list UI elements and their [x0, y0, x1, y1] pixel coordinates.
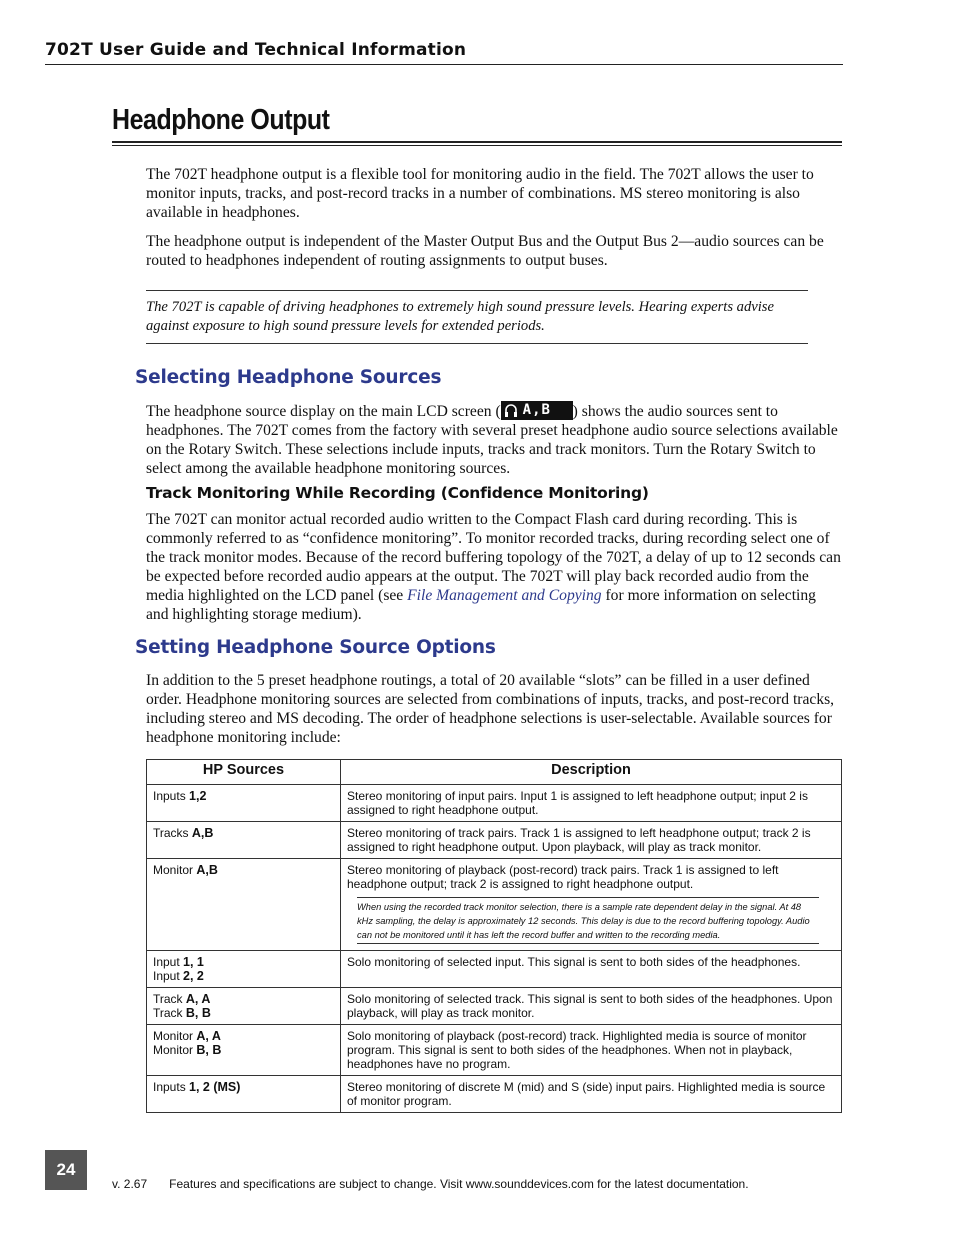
table-row — [147, 859, 842, 951]
paragraph-text: for more information on selecting and highlighting storage medium). — [146, 587, 816, 623]
hp-source-channels: 1,2 — [189, 789, 207, 803]
hp-source-line — [153, 1080, 334, 1094]
hp-source-label: Input — [153, 955, 184, 969]
description-text: Stereo monitoring of playback (post-record) track pairs. Track 1 is assigned to left headphone output; track 2 is assigned to right headphone output. — [347, 863, 779, 891]
hp-source-channels: 1, 2 (MS) — [189, 1080, 241, 1094]
footer-text: Features and specifications are subject to change. Visit www.sounddevices.com for the latest documentation. — [169, 1177, 749, 1191]
warning-note: The 702T is capable of driving headphones to extremely high sound pressure levels. Hearing experts advise against exposure to high sound pressure levels for extended periods. — [146, 299, 774, 334]
hp-source-cell — [147, 859, 341, 951]
table-row — [147, 822, 842, 859]
description-cell — [341, 988, 842, 1025]
footer-version: v. 2.67 — [112, 1177, 148, 1191]
hp-source-line — [153, 969, 334, 983]
hp-source-line — [153, 826, 334, 840]
description-text: Stereo monitoring of input pairs. Input 1 is assigned to left headphone output; input 2 is assigned to right headphone output. — [347, 789, 808, 817]
hp-source-label: Tracks — [153, 826, 192, 840]
intro-paragraph-1: The 702T headphone output is a flexible tool for monitoring audio in the field. The 702T allows the user to monitor inputs, tracks, and post-record tracks in a number of combinations. MS stereo monitoring is also available in headphones. — [146, 166, 814, 221]
subheading-confidence-monitoring: Track Monitoring While Recording (Confidence Monitoring) — [146, 484, 649, 502]
hp-source-cell — [147, 988, 341, 1025]
hp-source-channels: A, A — [196, 1029, 221, 1043]
hp-source-line — [153, 789, 334, 803]
hp-source-line — [153, 992, 334, 1006]
description-cell — [341, 785, 842, 822]
table-row — [147, 951, 842, 988]
table-row — [147, 988, 842, 1025]
page-number: 24 — [45, 1150, 87, 1190]
hp-sources-table — [146, 759, 842, 1113]
header-rule — [45, 64, 843, 65]
hp-source-cell — [147, 1076, 341, 1113]
hp-source-channels: A,B — [196, 863, 218, 877]
table-row — [147, 1076, 842, 1113]
file-management-link[interactable]: File Management and Copying — [407, 587, 602, 604]
hp-source-line — [153, 1043, 334, 1057]
intro-paragraph-2: The headphone output is independent of the Master Output Bus and the Output Bus 2—audio sources can be routed to headphones independent of routing assignments to output buses. — [146, 233, 824, 269]
hp-source-channels: B, B — [196, 1043, 222, 1057]
hp-source-channels: A,B — [191, 826, 214, 840]
running-header: 702T User Guide and Technical Information — [45, 40, 467, 60]
note-rule-bottom — [146, 343, 808, 344]
hp-source-line — [153, 1029, 334, 1043]
hp-source-line — [153, 955, 334, 969]
title-rule — [112, 141, 842, 143]
source-options-paragraph: In addition to the 5 preset headphone routings, a total of 20 available “slots” can be filled in a user defined order. Headphone monitoring sources are selected from combinations of inputs, tracks, and post-record tracks, including stereo and MS decoding. The order of headphone selections is user-selectable. Available sources for headphone monitoring include: — [146, 672, 835, 746]
paragraph-text: The 702T can monitor actual recorded audio written to the Compact Flash card during recording. This is commonly referred to as “confidence monitoring”. To monitor recorded tracks, during recording select one of the track monitor modes. Because of the record buffering topology of the 702T, a delay of up to 12 seconds can be expected before recorded audio appears at the output. The 702T will play back recorded audio from the media highlighted on the LCD panel (see — [146, 511, 841, 604]
description-text: Stereo monitoring of discrete M (mid) and S (side) input pairs. Highlighted media is source of monitor program. — [347, 1080, 826, 1108]
table-header-row — [147, 760, 842, 785]
description-cell — [341, 859, 842, 951]
selecting-sources-paragraph — [146, 401, 842, 478]
description-note: When using the recorded track monitor selection, there is a sample rate dependent delay in the signal. At 48 kHz sampling, the delay is approximately 12 seconds. This delay is due to the record buffering topology. Audio can not be monitored until it has left the record buffer and written to the recording media. — [357, 897, 819, 944]
description-cell — [341, 1025, 842, 1076]
hp-source-cell — [147, 951, 341, 988]
column-header-description: Description — [341, 760, 842, 785]
hp-source-channels: 1, 1 — [183, 955, 204, 969]
description-cell — [341, 1076, 842, 1113]
hp-source-label: Monitor — [153, 1029, 197, 1043]
description-text: Solo monitoring of playback (post-record) track. Highlighted media is source of monitor program. This signal is sent to both sides of the headphones. When not in playback, headphones have no program. — [347, 1029, 807, 1071]
footer — [112, 1177, 749, 1191]
column-header-hp-sources: HP Sources — [147, 760, 341, 785]
headphone-icon — [504, 403, 518, 418]
title-rule-thin — [112, 145, 842, 146]
description-text: Stereo monitoring of track pairs. Track 1 is assigned to left headphone output; track 2 is assigned to right headphone output. Upon playback, will play as track monitor. — [347, 826, 811, 854]
lcd-source-text: A,B — [522, 402, 551, 418]
note-rule-top — [146, 290, 808, 291]
hp-source-label: Monitor — [153, 1043, 197, 1057]
hp-source-cell — [147, 822, 341, 859]
description-text: Solo monitoring of selected track. This signal is sent to both sides of the headphones. Upon playback, will play as track monitor. — [347, 992, 833, 1020]
table-row — [147, 785, 842, 822]
hp-source-label: Inputs — [153, 1080, 190, 1094]
section-heading-selecting-sources: Selecting Headphone Sources — [135, 367, 442, 388]
description-cell — [341, 822, 842, 859]
description-cell — [341, 951, 842, 988]
hp-source-cell — [147, 1025, 341, 1076]
hp-source-label: Monitor — [153, 863, 197, 877]
hp-source-channels: B, B — [185, 1006, 211, 1020]
hp-source-label: Input — [153, 969, 184, 983]
description-text: Solo monitoring of selected input. This signal is sent to both sides of the headphones. — [347, 955, 801, 969]
hp-source-label: Track — [153, 1006, 186, 1020]
hp-source-line — [153, 1006, 334, 1020]
confidence-monitoring-paragraph — [146, 510, 842, 624]
paragraph-text: ) shows the audio sources sent to headphones. The 702T comes from the factory with several preset headphone audio source selections available on the Rotary Switch. These selections include inputs, tracks and track monitors. Turn the Rotary Switch to select among the available headphone monitoring sources. — [146, 403, 838, 477]
hp-source-channels: 2, 2 — [183, 969, 204, 983]
hp-source-label: Track — [153, 992, 186, 1006]
hp-source-line — [153, 863, 334, 877]
paragraph-text: The headphone source display on the main LCD screen ( — [146, 403, 501, 420]
hp-source-cell — [147, 785, 341, 822]
table-row — [147, 1025, 842, 1076]
lcd-headphone-display — [501, 401, 573, 420]
hp-source-channels: A, A — [185, 992, 211, 1006]
page-title: Headphone Output — [112, 104, 330, 136]
hp-source-label: Inputs — [153, 789, 190, 803]
section-heading-source-options: Setting Headphone Source Options — [135, 637, 496, 658]
